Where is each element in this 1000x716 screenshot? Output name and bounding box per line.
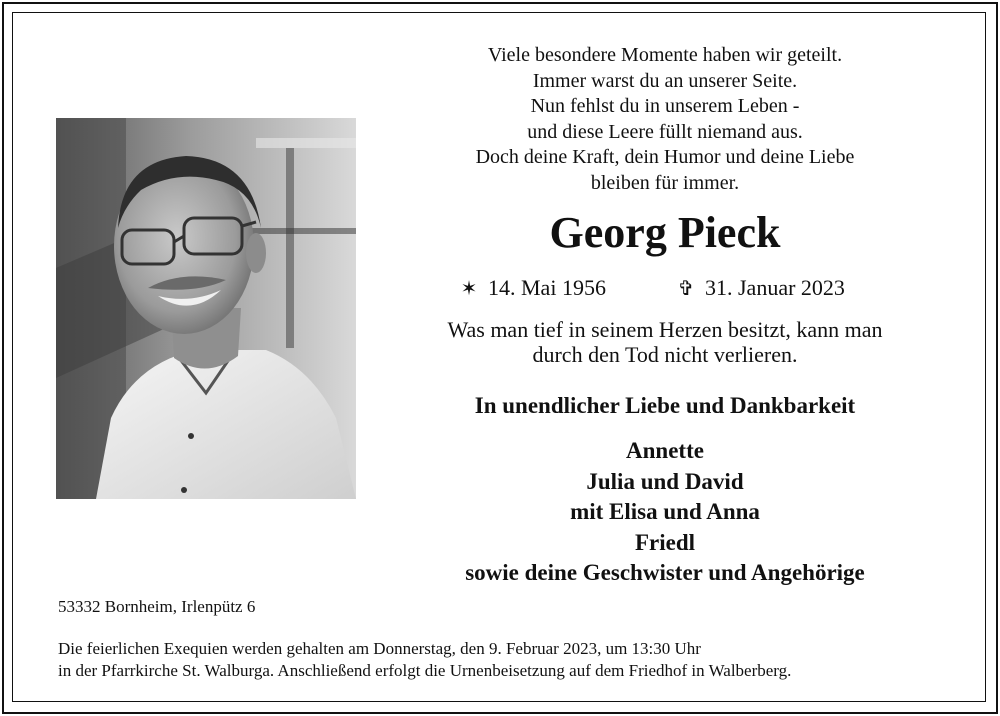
poem-line: Doch deine Kraft, dein Humor und deine Liebe (475, 146, 855, 169)
star-icon: ✶ (460, 278, 478, 300)
cross-icon: ✞ (677, 278, 695, 300)
quote (390, 317, 940, 367)
poem-line: Nun fehlst du in unserem Leben - (530, 95, 800, 118)
mourner-line: mit Elisa und Anna (570, 499, 760, 524)
mourner-line: Julia und David (586, 468, 744, 494)
death-date-group (675, 273, 845, 304)
mourner-line: Friedl (634, 529, 696, 555)
birth-date: 14. Mai 1956 (488, 275, 606, 300)
life-dates (390, 273, 940, 303)
death-date: 31. Januar 2023 (705, 275, 845, 300)
poem-line: bleiben für immer. (590, 171, 740, 194)
quote-line: Was man tief in seinem Herzen besitzt, kann man (447, 317, 883, 342)
deceased-name: Georg Pieck (549, 208, 781, 257)
mourner-line: Annette (626, 438, 704, 463)
quote-line: durch den Tod nicht verlieren. (532, 342, 798, 367)
birth-date-group (458, 273, 606, 304)
address: 53332 Bornheim, Irlenpütz 6 (58, 597, 256, 616)
exequies-line: Die feierlichen Exequien werden gehalten am Donnerstag, den 9. Februar 2023, um 13:30 Uhr (58, 639, 701, 658)
poem-line: und diese Leere füllt niemand aus. (527, 120, 803, 143)
exequies-line: in der Pfarrkirche St. Walburga. Anschließend erfolgt die Urnenbeisetzung auf dem Friedhof in Walberberg. (58, 661, 792, 680)
exequies-notice (58, 638, 978, 682)
poem-line: Viele besondere Momente haben wir geteilt. (487, 44, 843, 66)
mourner-line: sowie deine Geschwister und Angehörige (465, 560, 865, 585)
portrait-photo (56, 118, 356, 499)
poem-line: Immer warst du an unserer Seite. (532, 69, 798, 92)
poem (390, 43, 940, 197)
dedication: In unendlicher Liebe und Dankbarkeit (474, 393, 856, 418)
mourners-list (390, 436, 940, 589)
